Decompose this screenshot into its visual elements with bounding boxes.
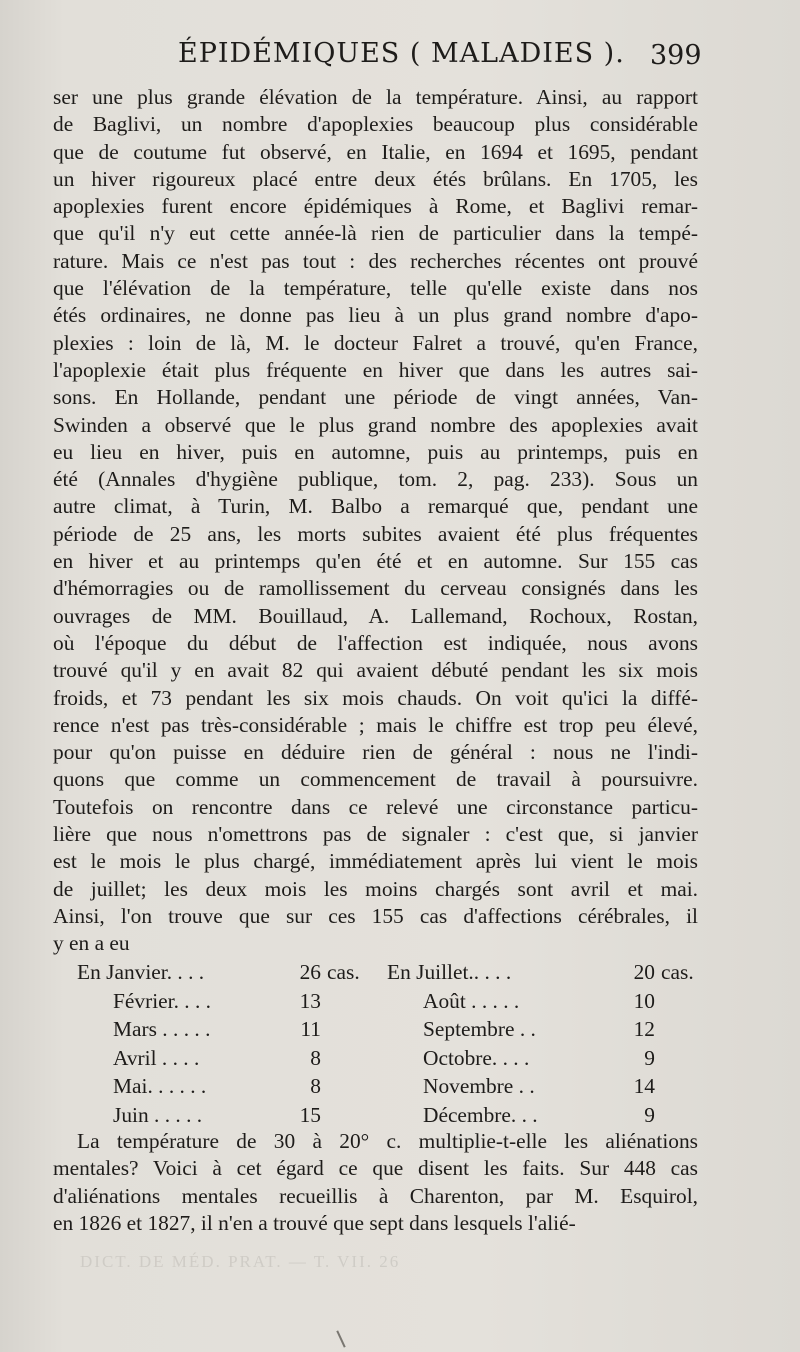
text-line: en 1826 et 1827, il n'en a trouvé que sept dans lesquels l'alié-: [53, 1210, 576, 1235]
left-count: 13: [299, 988, 321, 1013]
right-month: [387, 960, 511, 985]
text-line: en hiver et au printemps qu'en été et en automne. Sur 155 cas: [53, 549, 698, 574]
right-month-prefix: En: [387, 960, 411, 984]
right-count: 12: [633, 1017, 655, 1041]
text-line: étés ordinaires, ne donne pas lieu à un plus grand nombre d'apo-: [53, 303, 698, 328]
bleed-through-signature: DICT. DE MÉD. PRAT. — T. VII. 26: [80, 1252, 401, 1271]
text-line: un hiver rigoureux placé entre deux étés brûlans. En 1705, les: [53, 166, 698, 191]
text-line: apoplexies furent encore épidémiques à Rome, et Baglivi remar-: [53, 194, 698, 219]
left-count: 11: [300, 1017, 321, 1041]
left-count: 15: [299, 1102, 321, 1127]
left-month: [77, 960, 204, 985]
right-month: Octobre. . . .: [423, 1045, 530, 1070]
left-month-label: Janvier. . . .: [106, 960, 205, 984]
paragraph-1: [53, 84, 698, 958]
text-line: lière que nous n'omettrons pas de signaler : c'est que, si janvier: [53, 822, 698, 847]
left-count: 8: [310, 1074, 321, 1098]
text-line: été (Annales d'hygiène publique, tom. 2, pag. 233). Sous un: [53, 467, 698, 492]
text-line: sons. En Hollande, pendant une période de vingt années, Van-: [53, 385, 698, 410]
right-month: Novembre . .: [423, 1074, 535, 1098]
right-count: 20: [633, 960, 655, 984]
left-unit: cas.: [327, 960, 360, 984]
paper-mark: [336, 1330, 345, 1347]
running-title: ÉPIDÉMIQUES ( MALADIES ).: [178, 38, 625, 69]
table-row: [53, 1046, 698, 1075]
text-line: Toutefois on rencontre dans ce relevé une circonstance particu-: [53, 794, 698, 819]
right-month: Décembre. . .: [423, 1102, 538, 1127]
table-row: [53, 960, 698, 989]
text-line: est le mois le plus chargé, immédiatement après lui vient le mois: [53, 849, 698, 874]
right-unit: cas.: [661, 960, 694, 984]
left-month: Février. . . .: [113, 988, 212, 1013]
text-line: La température de 30 à 20° c. multiplie-t-elle les aliénations: [77, 1129, 698, 1153]
text-line: l'apoplexie était plus fréquente en hiver que dans les autres sai-: [53, 357, 698, 382]
text-line: Swinden a observé que le plus grand nombre des apoplexies avait: [53, 412, 698, 437]
text-line: Ainsi, l'on trouve que sur ces 155 cas d'affections cérébrales, il: [53, 903, 698, 928]
text-line: rence n'est pas très-considérable ; mais le chiffre est trop peu élevé,: [53, 712, 698, 737]
table-row: [53, 989, 698, 1018]
left-month: Mai. . . . . .: [113, 1074, 207, 1098]
text-line: que l'élévation de la température, telle qu'elle existe dans nos: [53, 276, 698, 301]
text-line: mentales? Voici à cet égard ce que disent les faits. Sur 448 cas: [53, 1156, 698, 1181]
text-line: d'aliénations mentales recueillis à Charenton, par M. Esquirol,: [53, 1183, 698, 1208]
left-month-prefix: En: [77, 960, 101, 984]
right-month: Août . . . . .: [423, 988, 520, 1013]
left-month: Juin . . . . .: [113, 1102, 203, 1127]
text-line: période de 25 ans, les morts subites avaient été plus fréquentes: [53, 521, 698, 546]
text-line: où l'époque du début de l'affection est indiquée, nous avons: [53, 630, 698, 655]
text-line: y en a eu: [53, 931, 130, 956]
text-line: d'hémorragies ou de ramollissement du cerveau consignés dans les: [53, 576, 698, 601]
text-line: pour qu'on puisse en déduire rien de général : nous ne l'indi-: [53, 740, 698, 765]
paragraph-2: [53, 1128, 698, 1237]
left-month: Mars . . . . .: [113, 1017, 211, 1041]
text-line: de Baglivi, un nombre d'apoplexies beaucoup plus considérable: [53, 112, 698, 137]
text-line: que de coutume fut observé, en Italie, en 1694 et 1695, pendant: [53, 139, 698, 164]
right-count: 9: [644, 1102, 655, 1127]
left-count: 26: [299, 960, 321, 984]
table-row: [53, 1017, 698, 1046]
text-line: ser une plus grande élévation de la température. Ainsi, au rapport: [53, 85, 698, 109]
text-line: de juillet; les deux mois les moins chargés sont avril et mai.: [53, 876, 698, 901]
text-line: froids, et 73 pendant les six mois chauds. On voit qu'ici la diffé-: [53, 685, 698, 710]
right-count: 9: [644, 1045, 655, 1070]
text-line: que qu'il n'y eut cette année-là rien de particulier dans la tempé-: [53, 221, 698, 246]
right-month: Septembre . .: [423, 1017, 536, 1041]
text-line: ouvrages de MM. Bouillaud, A. Lallemand, Rochoux, Rostan,: [53, 603, 698, 628]
page-header: [0, 38, 800, 78]
text-line: plexies : loin de là, M. le docteur Falret a trouvé, qu'en France,: [53, 330, 698, 355]
text-line: autre climat, à Turin, M. Balbo a remarqué que, pendant une: [53, 494, 698, 519]
text-line: trouvé qu'il y en avait 82 qui avaient débuté pendant les six mois: [53, 658, 698, 683]
text-line: quons que comme un commencement de travail à poursuivre.: [53, 767, 698, 792]
left-month: Avril . . . .: [113, 1045, 200, 1070]
right-count: 10: [633, 988, 655, 1013]
page-number: 399: [650, 40, 702, 71]
text-line: rature. Mais ce n'est pas tout : des recherches récentes ont prouvé: [53, 248, 698, 273]
text-line: eu lieu en hiver, puis en automne, puis au printemps, puis en: [53, 439, 698, 464]
right-count: 14: [633, 1074, 655, 1098]
monthly-cases-table: [53, 960, 698, 1131]
left-count: 8: [310, 1045, 321, 1070]
table-row: [53, 1103, 698, 1132]
right-month-label: Juillet.. . . .: [416, 960, 512, 984]
table-row: [53, 1074, 698, 1103]
